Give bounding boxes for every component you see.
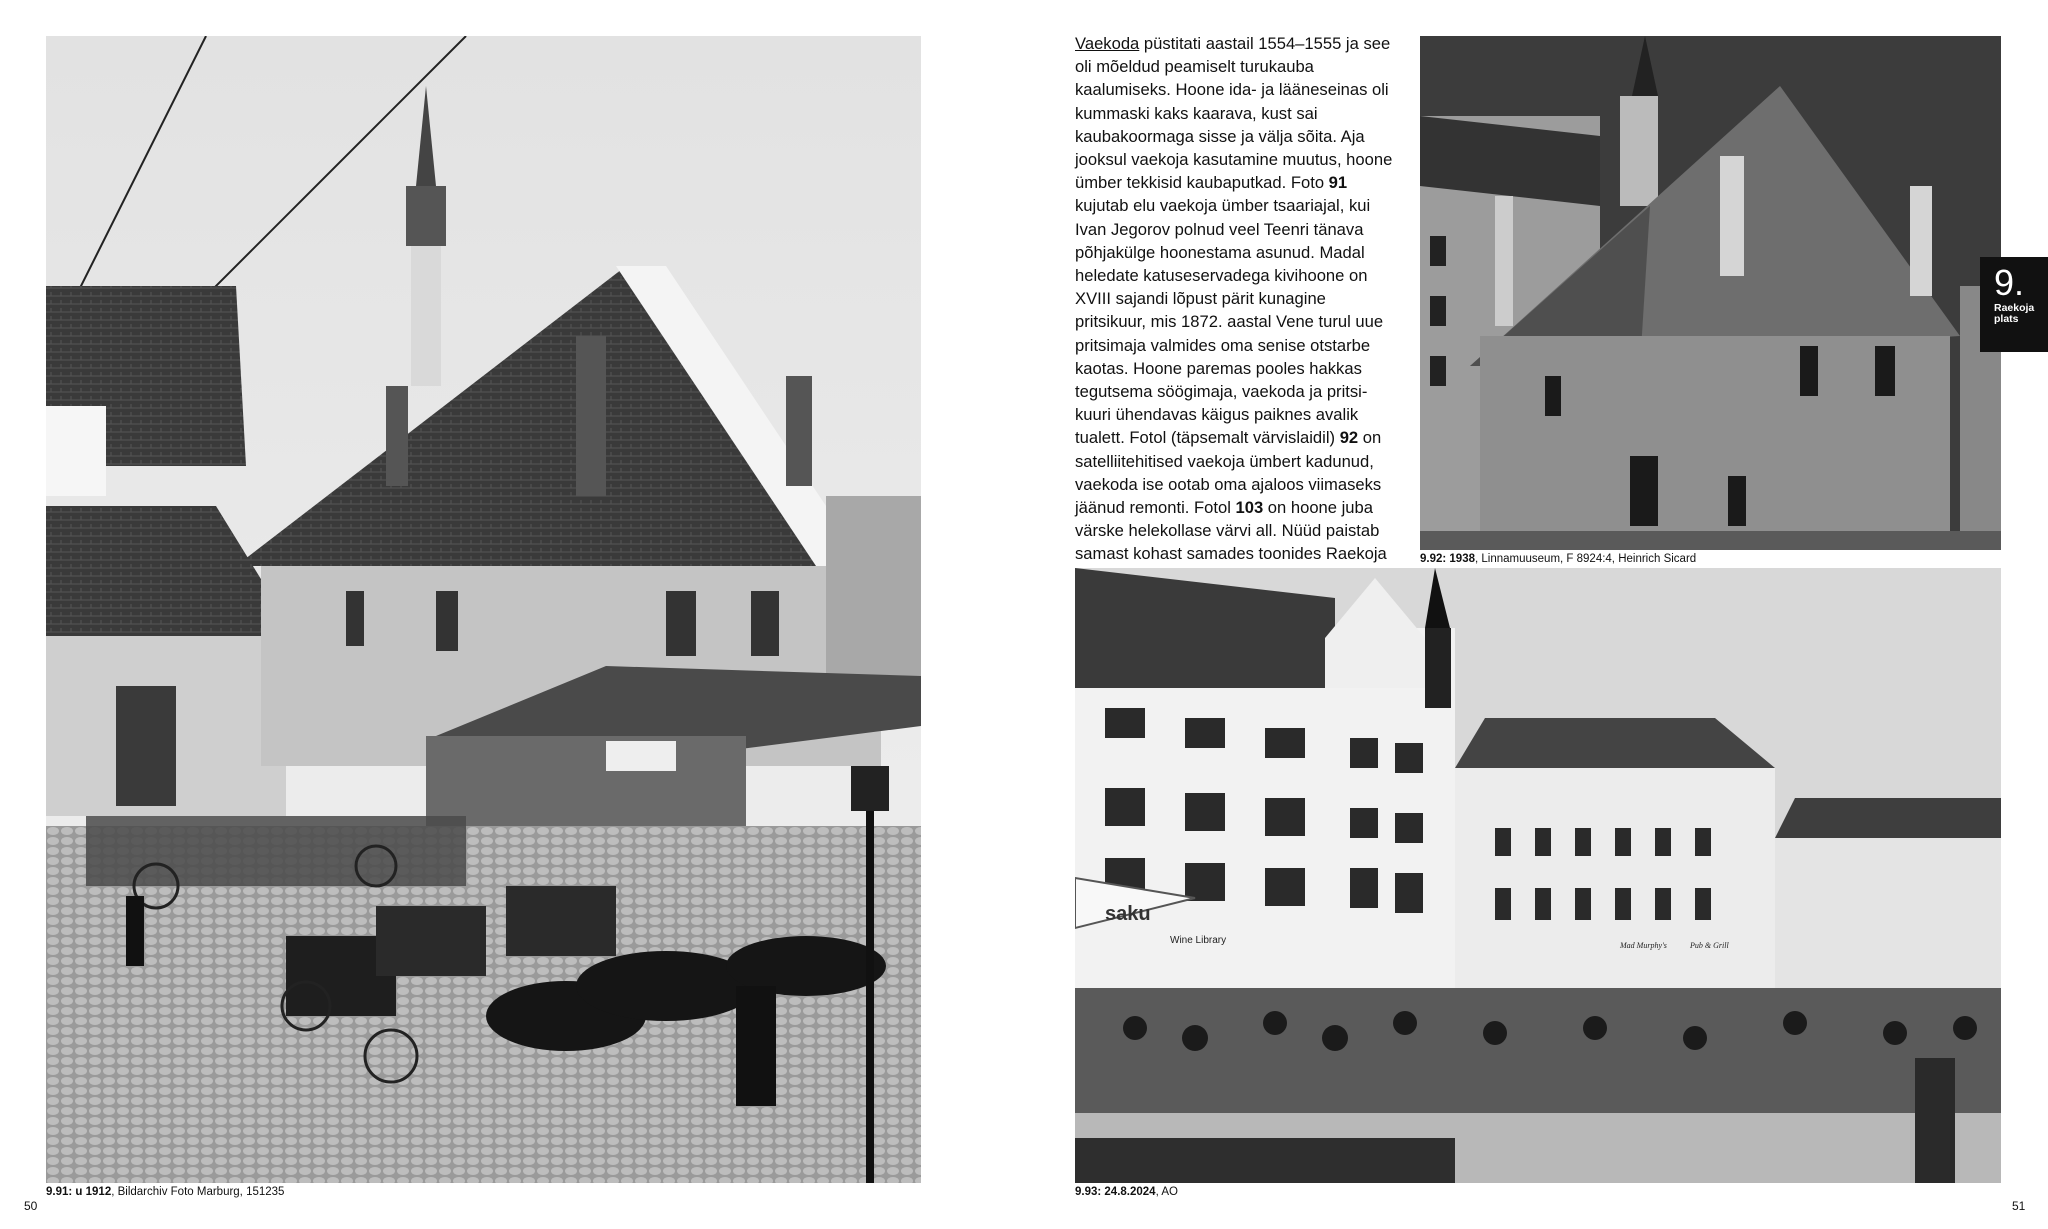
chapter-tab bbox=[1980, 257, 2048, 352]
photo-92-image bbox=[1420, 36, 2001, 550]
body-text-part4: on hoone juba värske helekollase värvi all. Nüüd paistab samast kohast samades toonides Raekoja bbox=[1075, 498, 1387, 564]
page-number-left: 50 bbox=[24, 1199, 38, 1213]
body-text-part1: püstitati aastail 1554–1555 ja see oli mõeldud peamiselt turukauba kaalumiseks. Hoone ida- ja lääneseinas oli kummaski kaks kaarava, kust sai kaubakoormaga sisse ja välja sõita. Aja jooksul vaekoja kasutamine muutus, hoone ümber tekkisid kaubaputkad. Foto bbox=[1075, 34, 1393, 193]
body-text bbox=[1075, 32, 1397, 589]
caption-92-source: , Linnamuuseum, F 8924:4, Heinrich Sicard bbox=[1475, 553, 1697, 565]
caption-photo-92 bbox=[1420, 552, 1696, 566]
caption-photo-91 bbox=[46, 1185, 284, 1199]
caption-92-id: 9.92: 1938 bbox=[1420, 553, 1475, 565]
page-number-right: 51 bbox=[2012, 1199, 2026, 1213]
caption-91-id: 9.91: u 1912 bbox=[46, 1186, 112, 1198]
chapter-label-line1: Raekoja bbox=[1994, 302, 2035, 314]
body-text-part2: kujutab elu vaekoja ümber tsaariajal, kui Ivan Jegorov polnud veel Teenri tänava põhjakülge hoonestama asunud. Madal heledate katuseservadega kivihoone on XVIII sajandi lõpust pärit kunagine pritsikuur, mis 1872. aastal Vene turul uue pritsimaja valmides oma senise otstarbe kaotas. Hoone paremas pooles hakkas tegutsema söögimaja, vaekoda ja pritsikuuri ühendavas käigus paiknes avalik tualett. Fotol (täpsemalt värvislaidil) bbox=[1075, 196, 1384, 448]
caption-93-id: 9.93: 24.8.2024 bbox=[1075, 1186, 1156, 1198]
umbrella-brand-label: saku bbox=[1105, 903, 1151, 925]
photo-weigh-house-1938 bbox=[1420, 36, 2001, 550]
chapter-label-line2: plats bbox=[1994, 313, 2019, 325]
photo-91-image bbox=[46, 36, 921, 1183]
photo-ref-91: 91 bbox=[1328, 173, 1348, 193]
chapter-number: 9. bbox=[1994, 262, 2025, 303]
shop-sign-mad-murphys: Mad Murphy's bbox=[1620, 941, 1667, 950]
photo-ref-92: 92 bbox=[1339, 428, 1359, 448]
body-text-link-word[interactable]: Vaekoda bbox=[1075, 34, 1140, 53]
photo-weigh-house-1912 bbox=[46, 36, 921, 1183]
photo-town-hall-square-2024 bbox=[1075, 568, 2001, 1183]
caption-photo-93 bbox=[1075, 1185, 1178, 1199]
body-text-part3: on satelliitehitised vaekoja ümbert kadunud, vaekoda ise ootab oma ajaloos viimaseks jäänud remonti. Fotol bbox=[1075, 428, 1382, 518]
caption-93-source: , AO bbox=[1155, 1186, 1178, 1198]
shop-sign-wine-library: Wine Library bbox=[1170, 935, 1227, 946]
caption-91-source: , Bildarchiv Foto Marburg, 151235 bbox=[111, 1186, 285, 1198]
photo-ref-103: 103 bbox=[1235, 498, 1264, 518]
photo-93-image bbox=[1075, 568, 2001, 1183]
shop-sign-pub-grill: Pub & Grill bbox=[1690, 941, 1729, 950]
